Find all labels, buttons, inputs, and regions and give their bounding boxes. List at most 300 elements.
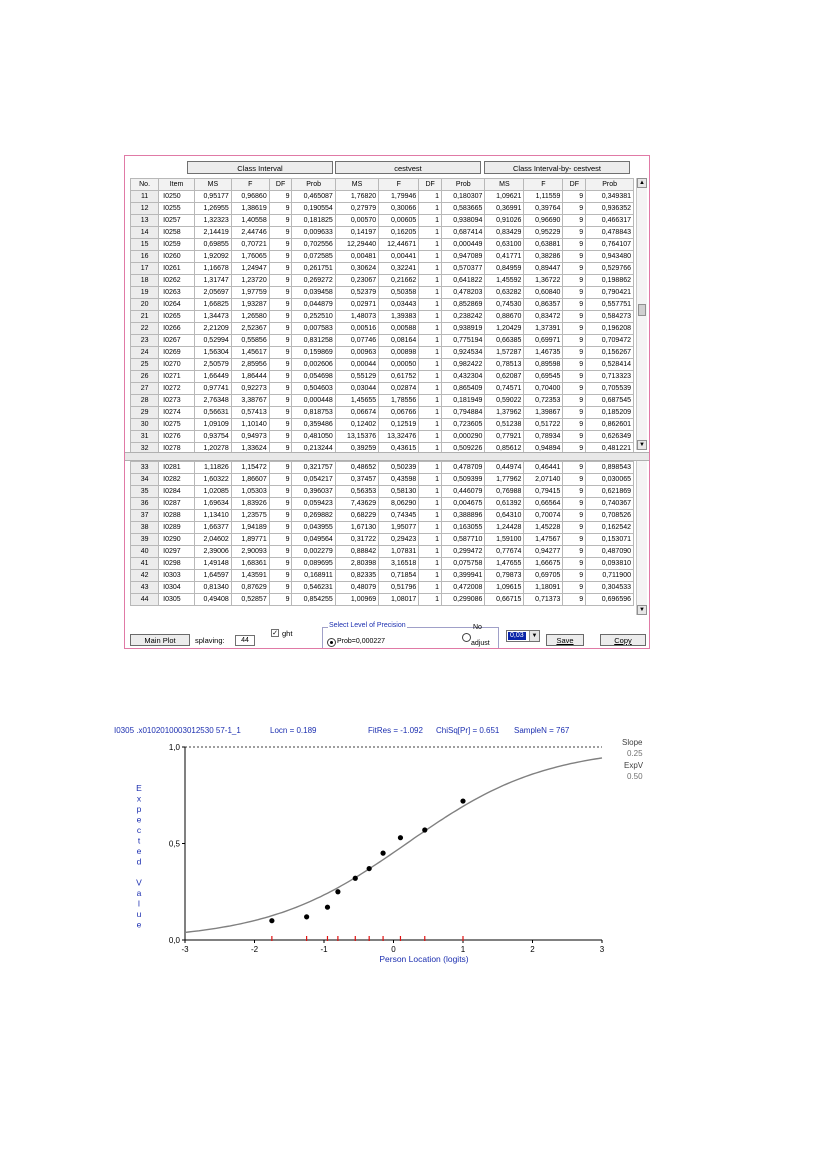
table-cell: I0263 <box>159 287 195 299</box>
table-row[interactable] <box>131 335 634 347</box>
table-cell: 9 <box>563 522 586 534</box>
pane-splitter[interactable] <box>125 452 649 461</box>
table-cell: 0,198862 <box>586 275 634 287</box>
table-cell: I0262 <box>159 275 195 287</box>
table-row[interactable] <box>131 498 634 510</box>
table-cell: 1,26955 <box>194 203 231 215</box>
column-header: DF <box>563 179 586 191</box>
data-point <box>325 905 330 910</box>
table-cell: 0,77921 <box>485 431 524 443</box>
table-cell: 0,55856 <box>231 335 269 347</box>
table-cell: 0,66715 <box>485 594 524 606</box>
table-cell: 0,61392 <box>485 498 524 510</box>
table-cell: 36 <box>131 498 159 510</box>
table-cell: 1,20278 <box>194 443 231 455</box>
table-cell: I0276 <box>159 431 195 443</box>
table-cell: 0,46441 <box>524 462 563 474</box>
table-cell: 0,059423 <box>292 498 335 510</box>
table-cell: 0,162542 <box>586 522 634 534</box>
table-cell: 0,213244 <box>292 443 335 455</box>
table-cell: 0,466317 <box>586 215 634 227</box>
table-cell: 0,299472 <box>442 546 485 558</box>
table-cell: 0,78934 <box>524 431 563 443</box>
table-cell: 1,34473 <box>194 311 231 323</box>
table-cell: I0267 <box>159 335 195 347</box>
y-axis-label-letter: e <box>136 846 142 856</box>
table-cell: 0,52994 <box>194 335 231 347</box>
y-tick-label: 0,0 <box>168 936 180 945</box>
table-cell: 0,359486 <box>292 419 335 431</box>
table-row[interactable] <box>131 311 634 323</box>
table-cell: 9 <box>269 462 292 474</box>
table-cell: I0266 <box>159 323 195 335</box>
table-cell: 0,91026 <box>485 215 524 227</box>
table-cell: 9 <box>269 383 292 395</box>
table-cell: 0,818753 <box>292 407 335 419</box>
table-cell: 9 <box>563 594 586 606</box>
table-cell: 0,487090 <box>586 546 634 558</box>
table-cell: 0,78513 <box>485 359 524 371</box>
table-cell: 1,23575 <box>231 510 269 522</box>
save-button[interactable] <box>546 634 584 646</box>
table-cell: 0,76988 <box>485 486 524 498</box>
table-row[interactable] <box>131 275 634 287</box>
table-cell: 9 <box>563 419 586 431</box>
scroll-down-icon[interactable]: ▼ <box>637 440 647 450</box>
table-row[interactable] <box>131 486 634 498</box>
table-cell: 1,45228 <box>524 522 563 534</box>
table-cell: 1,59100 <box>485 534 524 546</box>
table-cell: 9 <box>269 546 292 558</box>
table-cell: I0265 <box>159 311 195 323</box>
y-axis-label <box>136 783 142 930</box>
sp-value-field[interactable]: 44 <box>235 635 255 646</box>
table-cell: 27 <box>131 383 159 395</box>
table-cell: 43 <box>131 582 159 594</box>
table-cell: 1,39867 <box>524 407 563 419</box>
data-point <box>398 835 403 840</box>
table-cell: 0,009633 <box>292 227 335 239</box>
table-cell: 0,21662 <box>379 275 419 287</box>
table-cell: 0,478843 <box>586 227 634 239</box>
table-cell: 0,349381 <box>586 191 634 203</box>
table-cell: 9 <box>563 486 586 498</box>
table-cell: 0,269882 <box>292 510 335 522</box>
table-cell: 1,94189 <box>231 522 269 534</box>
table-cell: 0,69855 <box>194 239 231 251</box>
table-cell: 0,89598 <box>524 359 563 371</box>
table-cell: 0,723605 <box>442 419 485 431</box>
table-cell: 9 <box>269 347 292 359</box>
table-cell: 1,66377 <box>194 522 231 534</box>
table-cell: 44 <box>131 594 159 606</box>
plot-header-chisq: ChiSq[Pr] = 0.651 <box>436 726 500 735</box>
table-cell: 0,30066 <box>379 203 419 215</box>
table-cell: 9 <box>563 359 586 371</box>
table-row[interactable] <box>131 558 634 570</box>
table-cell: 9 <box>563 443 586 455</box>
table-cell: 0,947089 <box>442 251 485 263</box>
table-cell: 0,82335 <box>335 570 378 582</box>
table-cell: 1,13410 <box>194 510 231 522</box>
table-cell: 1,92092 <box>194 251 231 263</box>
table-row[interactable] <box>131 594 634 606</box>
table-cell: 0,238242 <box>442 311 485 323</box>
scroll-up-icon[interactable]: ▲ <box>637 178 647 188</box>
table-row[interactable] <box>131 570 634 582</box>
table-row[interactable] <box>131 383 634 395</box>
table-row[interactable] <box>131 323 634 335</box>
table-cell: 9 <box>563 558 586 570</box>
table-cell: 0,504603 <box>292 383 335 395</box>
table-cell: I0250 <box>159 191 195 203</box>
y-axis-label-letter: l <box>138 898 140 909</box>
table-row[interactable] <box>131 299 634 311</box>
table-cell: 9 <box>563 323 586 335</box>
table-cell: 0,705539 <box>586 383 634 395</box>
table-cell: 0,96690 <box>524 215 563 227</box>
precision-dropdown[interactable] <box>506 630 540 642</box>
table-cell: 0,570377 <box>442 263 485 275</box>
table-cell: 0,27979 <box>335 203 378 215</box>
table-cell: 0,982422 <box>442 359 485 371</box>
table-row[interactable] <box>131 239 634 251</box>
x-tick-label: 3 <box>599 945 605 954</box>
table-cell: 1,93287 <box>231 299 269 311</box>
table-cell: 0,00044 <box>335 359 378 371</box>
table-cell: 0,72353 <box>524 395 563 407</box>
column-header: Item <box>159 179 195 191</box>
no-text: No <box>473 624 482 631</box>
table-cell: 1,37962 <box>485 407 524 419</box>
table-cell: 0,69971 <box>524 335 563 347</box>
table-row[interactable] <box>131 431 634 443</box>
table-cell: 0,51796 <box>379 582 419 594</box>
table-cell: 26 <box>131 371 159 383</box>
no-adjust-radio[interactable] <box>462 633 471 642</box>
chevron-down-icon[interactable]: ▼ <box>529 631 539 641</box>
table-cell: 0,39259 <box>335 443 378 455</box>
table-cell: 1,56304 <box>194 347 231 359</box>
table-cell: 9 <box>269 431 292 443</box>
table-cell: 0,63282 <box>485 287 524 299</box>
table-cell: 0,399941 <box>442 570 485 582</box>
column-header: Prob <box>292 179 335 191</box>
table-cell: 0,02971 <box>335 299 378 311</box>
table-cell: 0,168911 <box>292 570 335 582</box>
table-cell: 0,43598 <box>379 474 419 486</box>
table-cell: 0,794884 <box>442 407 485 419</box>
column-header: Prob <box>442 179 485 191</box>
table-cell: 0,79873 <box>485 570 524 582</box>
table-cell: 1 <box>419 191 442 203</box>
table-cell: 0,002606 <box>292 359 335 371</box>
expv-value: 0.50 <box>627 772 643 781</box>
table-cell: 0,299086 <box>442 594 485 606</box>
table-cell: 0,862601 <box>586 419 634 431</box>
data-point <box>335 889 340 894</box>
column-header: MS <box>335 179 378 191</box>
table-cell: 9 <box>269 299 292 311</box>
table-cell: 0,00516 <box>335 323 378 335</box>
table-cell: 2,85956 <box>231 359 269 371</box>
table-cell: 9 <box>563 347 586 359</box>
table-cell: 0,509226 <box>442 443 485 455</box>
table-cell: 0,509399 <box>442 474 485 486</box>
table-cell: I0281 <box>159 462 195 474</box>
table-cell: 1,48073 <box>335 311 378 323</box>
y-axis-label-letter: e <box>136 814 142 825</box>
table-cell: 9 <box>269 371 292 383</box>
data-point <box>460 798 465 803</box>
table-cell: 0,71373 <box>524 594 563 606</box>
table-row[interactable] <box>131 347 634 359</box>
table-cell: 0,180307 <box>442 191 485 203</box>
table-row[interactable] <box>131 546 634 558</box>
table-cell: 0,446079 <box>442 486 485 498</box>
table-row[interactable] <box>131 251 634 263</box>
table-cell: 9 <box>563 570 586 582</box>
table-cell: 0,054217 <box>292 474 335 486</box>
table-cell: 1 <box>419 594 442 606</box>
table-cell: 9 <box>269 558 292 570</box>
table-cell: 0,00481 <box>335 251 378 263</box>
table-row[interactable] <box>131 203 634 215</box>
table-cell: 0,08164 <box>379 335 419 347</box>
table-cell: 0,23067 <box>335 275 378 287</box>
table-cell: 0,14197 <box>335 227 378 239</box>
table-cell: 0,621869 <box>586 486 634 498</box>
scroll-thumb[interactable] <box>638 304 646 316</box>
table-cell: 0,163055 <box>442 522 485 534</box>
precision-legend: Select Level of Precision <box>329 622 406 629</box>
table-cell: 0,94894 <box>524 443 563 455</box>
table-row[interactable] <box>131 215 634 227</box>
table-cell: 2,39006 <box>194 546 231 558</box>
table-cell: 0,52379 <box>335 287 378 299</box>
table-row[interactable] <box>131 522 634 534</box>
fit-table-bottom <box>130 461 634 606</box>
table-cell: 1,11826 <box>194 462 231 474</box>
table-cell: 1,09109 <box>194 419 231 431</box>
table-cell: 9 <box>269 251 292 263</box>
table-cell: 0,52857 <box>231 594 269 606</box>
column-header: MS <box>485 179 524 191</box>
table-cell: 1,43591 <box>231 570 269 582</box>
scroll-down-icon[interactable]: ▼ <box>637 605 647 615</box>
table-row[interactable] <box>131 462 634 474</box>
table-cell: 0,60840 <box>524 287 563 299</box>
table-cell: 0,71854 <box>379 570 419 582</box>
table-cell: 31 <box>131 431 159 443</box>
main-plot-button[interactable] <box>130 634 190 646</box>
table-cell: 1,16678 <box>194 263 231 275</box>
copy-button[interactable] <box>600 634 646 646</box>
table-cell: 9 <box>269 239 292 251</box>
table-cell: 0,95177 <box>194 191 231 203</box>
expv-label: ExpV <box>624 761 644 770</box>
table-cell: 17 <box>131 263 159 275</box>
table-row[interactable] <box>131 582 634 594</box>
scrollbar-bottom[interactable] <box>636 461 647 615</box>
table-cell: 0,31722 <box>335 534 378 546</box>
table-cell: 0,039458 <box>292 287 335 299</box>
table-cell: 0,88842 <box>335 546 378 558</box>
table-cell: I0274 <box>159 407 195 419</box>
column-header: DF <box>419 179 442 191</box>
table-cell: 0,641822 <box>442 275 485 287</box>
table-cell: 2,52367 <box>231 323 269 335</box>
table-cell: 0,713323 <box>586 371 634 383</box>
table-cell: 0,00570 <box>335 215 378 227</box>
table-cell: 0,62087 <box>485 371 524 383</box>
table-cell: 9 <box>563 335 586 347</box>
scrollbar-top[interactable] <box>636 178 647 450</box>
table-cell: 0,708526 <box>586 510 634 522</box>
table-row[interactable] <box>131 407 634 419</box>
table-cell: 1 <box>419 431 442 443</box>
table-row[interactable] <box>131 263 634 275</box>
table-cell: 1,64597 <box>194 570 231 582</box>
y-axis-label-letter: E <box>136 783 142 793</box>
table-cell: 0,764107 <box>586 239 634 251</box>
table-cell: 0,153071 <box>586 534 634 546</box>
table-row[interactable] <box>131 395 634 407</box>
table-cell: 1,18091 <box>524 582 563 594</box>
table-cell: 1,97759 <box>231 287 269 299</box>
slope-label: Slope <box>622 738 643 747</box>
table-row[interactable] <box>131 227 634 239</box>
table-cell: 0,687414 <box>442 227 485 239</box>
table-cell: 0,85612 <box>485 443 524 455</box>
table-cell: 9 <box>563 582 586 594</box>
table-cell: 0,16205 <box>379 227 419 239</box>
table-cell: 9 <box>563 227 586 239</box>
table-cell: 41 <box>131 558 159 570</box>
table-cell: 1,08017 <box>379 594 419 606</box>
table-cell: 0,00050 <box>379 359 419 371</box>
table-cell: 0,29423 <box>379 534 419 546</box>
x-tick-label: -3 <box>181 945 189 954</box>
table-cell: 0,06766 <box>379 407 419 419</box>
table-cell: 0,93754 <box>194 431 231 443</box>
table-cell: 0,56353 <box>335 486 378 498</box>
table-row[interactable] <box>131 191 634 203</box>
table-cell: I0260 <box>159 251 195 263</box>
y-axis-label-letter: e <box>136 919 142 930</box>
table-cell: 23 <box>131 335 159 347</box>
table-cell: 0,74530 <box>485 299 524 311</box>
y-axis-label-letter: t <box>137 835 141 846</box>
table-row[interactable] <box>131 534 634 546</box>
y-tick-label: 0,5 <box>168 839 180 849</box>
table-cell: 0,304533 <box>586 582 634 594</box>
table-cell: 9 <box>269 263 292 275</box>
table-cell: 9 <box>563 263 586 275</box>
table-cell: 0,70400 <box>524 383 563 395</box>
x-tick-label: -2 <box>250 945 259 954</box>
table-cell: 9 <box>269 407 292 419</box>
table-cell: 0,87629 <box>231 582 269 594</box>
table-cell: 9 <box>269 203 292 215</box>
table-cell: 0,854255 <box>292 594 335 606</box>
precision-radio-1[interactable] <box>327 638 336 647</box>
slope-value: 0.25 <box>627 749 643 758</box>
table-cell: 9 <box>563 534 586 546</box>
table-cell: 0,83429 <box>485 227 524 239</box>
data-point <box>380 851 385 856</box>
plot-axes <box>185 747 602 940</box>
table-cell: 0,79415 <box>524 486 563 498</box>
table-row[interactable] <box>131 474 634 486</box>
table-cell: 29 <box>131 407 159 419</box>
table-cell: 0,432304 <box>442 371 485 383</box>
table-cell: 13,32476 <box>379 431 419 443</box>
analysis-window <box>124 155 650 649</box>
table-row[interactable] <box>131 371 634 383</box>
table-cell: 0,55129 <box>335 371 378 383</box>
table-cell: 0,38286 <box>524 251 563 263</box>
table-cell: 1 <box>419 570 442 582</box>
table-cell: 1 <box>419 287 442 299</box>
table-cell: 0,196208 <box>586 323 634 335</box>
table-cell: I0264 <box>159 299 195 311</box>
table-cell: 0,557751 <box>586 299 634 311</box>
table-cell: 20 <box>131 299 159 311</box>
table-cell: 0,58130 <box>379 486 419 498</box>
table-cell: 0,39764 <box>524 203 563 215</box>
table-cell: 0,88670 <box>485 311 524 323</box>
table-cell: 9 <box>269 594 292 606</box>
sp-label: splaving: <box>195 636 225 645</box>
table-cell: 1,26580 <box>231 311 269 323</box>
table-cell: 1,68361 <box>231 558 269 570</box>
table-cell: 9 <box>269 510 292 522</box>
table-row[interactable] <box>131 287 634 299</box>
table-cell: 0,396037 <box>292 486 335 498</box>
table-cell: I0298 <box>159 558 195 570</box>
data-point <box>304 914 309 919</box>
graph-checkbox[interactable]: ✓ <box>272 630 278 637</box>
table-cell: 1 <box>419 251 442 263</box>
table-cell: 1,11559 <box>524 191 563 203</box>
table-cell: 0,12519 <box>379 419 419 431</box>
table-cell: 25 <box>131 359 159 371</box>
table-cell: I0272 <box>159 383 195 395</box>
table-cell: 9 <box>563 546 586 558</box>
table-row[interactable] <box>131 510 634 522</box>
table-cell: 0,66385 <box>485 335 524 347</box>
table-cell: I0287 <box>159 498 195 510</box>
x-tick-label: 0 <box>391 945 396 954</box>
table-cell: 0,089695 <box>292 558 335 570</box>
y-axis-label-letter: a <box>136 888 142 898</box>
table-cell: 2,14419 <box>194 227 231 239</box>
column-header: F <box>231 179 269 191</box>
table-cell: 0,00441 <box>379 251 419 263</box>
plot-header-samplen: SampleN = 767 <box>514 726 570 735</box>
table-cell: 13,15376 <box>335 431 378 443</box>
table-row[interactable] <box>131 359 634 371</box>
table-cell: 1 <box>419 534 442 546</box>
table-cell: 9 <box>563 239 586 251</box>
table-cell: 0,740367 <box>586 498 634 510</box>
table-cell: 0,044879 <box>292 299 335 311</box>
table-cell: 1,40558 <box>231 215 269 227</box>
table-row[interactable] <box>131 419 634 431</box>
table-cell: 0,43615 <box>379 443 419 455</box>
table-cell: 0,043955 <box>292 522 335 534</box>
